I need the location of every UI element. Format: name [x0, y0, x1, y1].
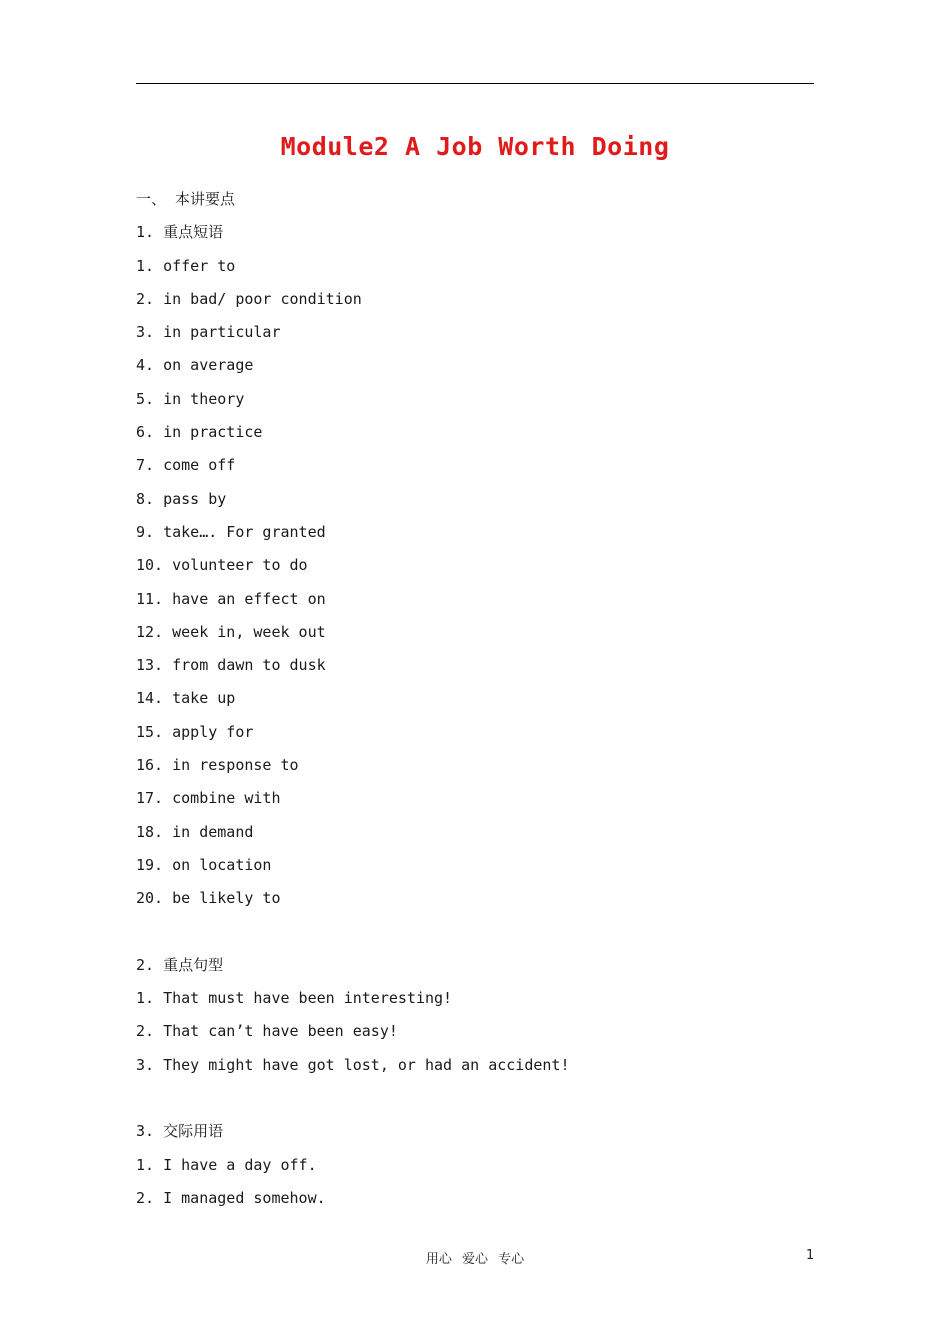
phrase-item: 12. week in, week out — [136, 622, 326, 641]
document-body — [136, 186, 814, 1218]
phrase-item: 16. in response to — [136, 756, 299, 775]
sentence-item: 3. They might have got lost, or had an accident! — [136, 1055, 570, 1074]
spacer — [136, 1085, 814, 1118]
section-heading: 一、 本讲要点 — [136, 190, 236, 208]
page-number: 1 — [806, 1248, 815, 1263]
phrase-item: 15. apply for — [136, 722, 254, 741]
phrase-item: 11. have an effect on — [136, 589, 326, 608]
spacer — [136, 919, 814, 952]
phrase-item: 7. come off — [136, 456, 236, 475]
phrase-item: 17. combine with — [136, 789, 281, 808]
sentence-item: 1. That must have been interesting! — [136, 989, 453, 1008]
expressions-heading: 3. 交际用语 — [136, 1122, 224, 1141]
expression-item: 1. I have a day off. — [136, 1155, 317, 1174]
phrase-item: 9. take…. For granted — [136, 522, 326, 541]
phrase-item: 2. in bad/ poor condition — [136, 289, 362, 308]
phrase-item: 1. offer to — [136, 256, 236, 275]
document-title: Module2 A Job Worth Doing — [280, 132, 670, 161]
phrases-heading: 1. 重点短语 — [136, 223, 224, 242]
phrase-item: 6. in practice — [136, 423, 263, 442]
sentences-heading: 2. 重点句型 — [136, 955, 224, 974]
phrase-item: 14. take up — [136, 689, 236, 708]
sentence-item: 2. That can’t have been easy! — [136, 1022, 398, 1041]
phrase-item: 20. be likely to — [136, 889, 281, 908]
footer-motto: 用心 爱心 专心 — [425, 1252, 525, 1267]
phrase-item: 8. pass by — [136, 489, 227, 508]
phrase-item: 13. from dawn to dusk — [136, 656, 326, 675]
phrase-item: 5. in theory — [136, 389, 245, 408]
phrase-item: 18. in demand — [136, 822, 254, 841]
phrase-item: 4. on average — [136, 356, 254, 375]
phrase-item: 10. volunteer to do — [136, 556, 308, 575]
header-rule — [136, 83, 814, 84]
expression-item: 2. I managed somehow. — [136, 1188, 326, 1207]
phrase-item: 3. in particular — [136, 323, 281, 342]
phrase-item: 19. on location — [136, 855, 272, 874]
